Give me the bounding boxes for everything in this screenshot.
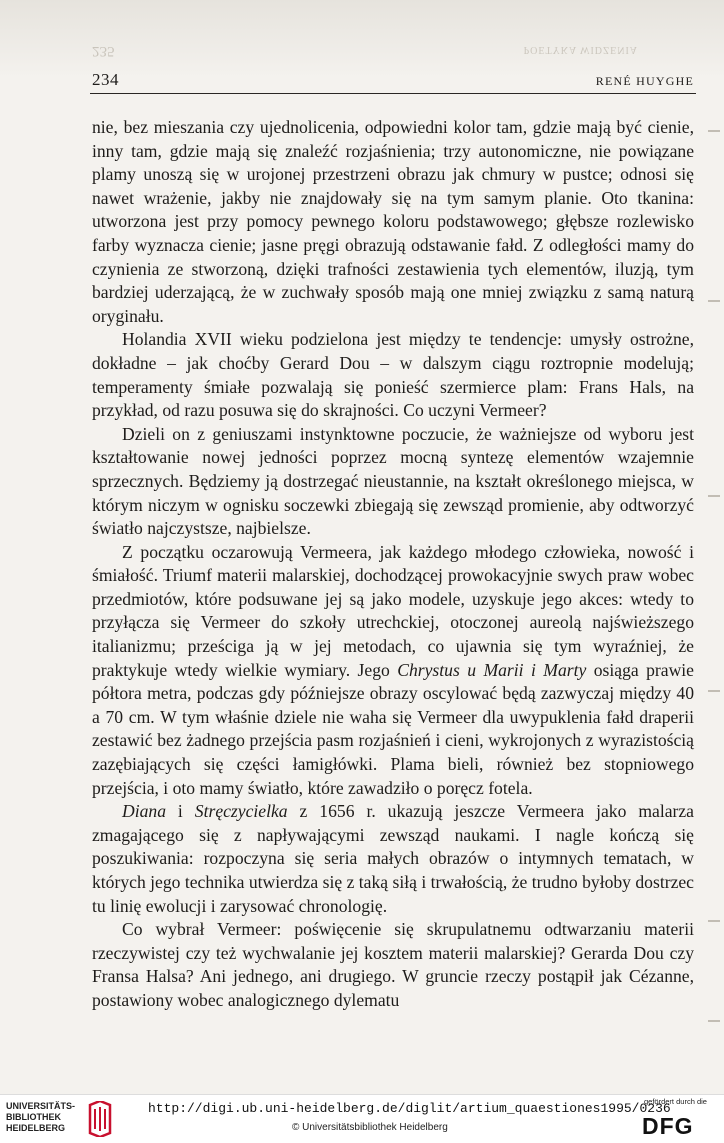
paragraph <box>92 918 694 1012</box>
dfg-logo-text: DFG <box>642 1113 694 1139</box>
text-run: z 1656 r. ukazują jeszcze Vermeera jako malarza zmagającego się z napływającymi zewsząd naukami. I nagle kończą się poszukiwania: rozpoczyna się seria małych obrazów o intymnych tematach, w których jego technika utwierdza się z taką siłą i trwałością, że trudno byłoby dostrzec tu linię ewolucji i zarysować chronologię. <box>92 801 694 916</box>
bleed-through-area <box>0 0 724 78</box>
italic-title: Stręczycielka <box>194 801 288 822</box>
paragraph <box>92 800 694 918</box>
italic-title: Diana <box>122 801 166 822</box>
margin-marks <box>702 90 724 1090</box>
dfg-logo[interactable] <box>640 1097 720 1141</box>
bleed-through-running-head: POETYKA WIDZENIA <box>523 44 638 55</box>
library-name: UNIVERSITÄTS- BIBLIOTHEK HEIDELBERG <box>6 1101 76 1133</box>
italic-title: Chrystus u Marii i Marty <box>397 659 587 680</box>
body-text <box>92 116 694 1013</box>
paragraph <box>92 541 694 801</box>
text-run: Dzieli on z geniuszami instynktowne poczucie, że ważniejsze od wyboru jest kształtowanie nowej jedności poprzez mocną syntezę elementów wzajemnie sprzecznych. Będziemy ją dostrzegać nieustannie, na kształt określonego miejsca, w którym niczym w ognisku soczewki zbiegają się zewsząd promienie, aby odtworzyć światło najczystsze, najbielsze. <box>92 423 694 539</box>
text-run: osiąga prawie półtora metra, podczas gdy późniejsze obrazy oscylować będą zazwyczaj między 40 a 70 cm. W tym właśnie dziele nie waha się Vermeer dla uwypuklenia fałd draperii zestawić bez żadnego przejścia pasm rozjaśnień i cieni, wykrojonych z wyrazistością zazębiających się części łamigłówki. Plama bieli, również bez stopniowego przejścia, i oto mamy światło, które zawadziło o poręcz fotela. <box>92 659 694 798</box>
paragraph <box>92 116 694 328</box>
running-head: RENÉ HUYGHE <box>595 74 694 88</box>
header-rule <box>90 93 696 94</box>
text-run: Holandia XVII wieku podzielona jest między te tendencje: umysły ostrożne, dokładne – jak choćby Gerard Dou – w dalszym ciągu roztropnie modelują; temperamenty śmiałe pozwalają się ponieść szermierce plam: Frans Hals, na przykład, od razu posuwa się do skrajności. Co uczyni Vermeer? <box>92 329 694 421</box>
bleed-through-page-number: 235 <box>92 43 115 59</box>
library-logo[interactable] <box>6 1099 124 1139</box>
text-run: i <box>165 801 195 822</box>
library-mark-icon <box>86 1101 114 1137</box>
paragraph <box>92 423 694 541</box>
text-run: Co wybrał Vermeer: poświęcenie się skrupulatnemu odtwarzaniu materii rzeczywistej czy też wychwalanie jej kosztem materii malarskiej? Gerarda Dou czy Fransa Halsa? Ani jednego, ani drugiego. W gruncie rzeczy postąpił jak Cézanne, postawiony wobec analogicznego dylematu <box>92 919 694 1010</box>
permalink[interactable]: http://digi.ub.uni-heidelberg.de/diglit/artium_quaestiones1995/0236 <box>148 1101 671 1116</box>
text-run: nie, bez mieszania czy ujednolicenia, odpowiedni kolor tam, gdzie mają być cienie, inny tam, gdzie mają się znaleźć rozjaśnienia; trzy autonomiczne, nie powiązane plamy unoszą się w urojonej przestrzeni obrazu jak chmury w pustce; odnosi się nawet wrażenie, jakby nie znajdowały się na tym samym planie. Oto tkanina: utworzona jest przy pomocy pewnego koloru podstawowego; głębsze rozlewisko farby wyznacza cienie; jasne pręgi obrazują odstawanie fałd. Z odległości mamy do czynienia ze stworzoną, dzięki trafności zestawienia tych elementów, iluzją, tym bardziej uderzającą, że w zuchwały sposób mają one mniej związku z samą naturą oryginału. <box>92 117 694 326</box>
paragraph <box>92 328 694 422</box>
funding-note: gefördert durch die <box>644 1097 707 1106</box>
copyright-notice: © Universitätsbibliothek Heidelberg <box>292 1122 448 1133</box>
footer-bar <box>0 1094 724 1143</box>
page-number: 234 <box>92 70 119 89</box>
text-run: Z początku oczarowują Vermeera, jak każdego młodego człowieka, nowość i śmiałość. Triumf materii malarskiej, dochodzącej prowokacyjnie swych praw wobec przedmiotów, które podsuwane jej są jako modele, uzyskuje jego akces: wtedy to przyłącza się Vermeer do szkoły utrechckiej, otoczonej aureolą najświeższego italianizmu; prześciga ją w jej metodach, co ujawnia się tym wyraźniej, że praktykuje wtedy wielkie wymiary. Jego <box>92 541 694 680</box>
